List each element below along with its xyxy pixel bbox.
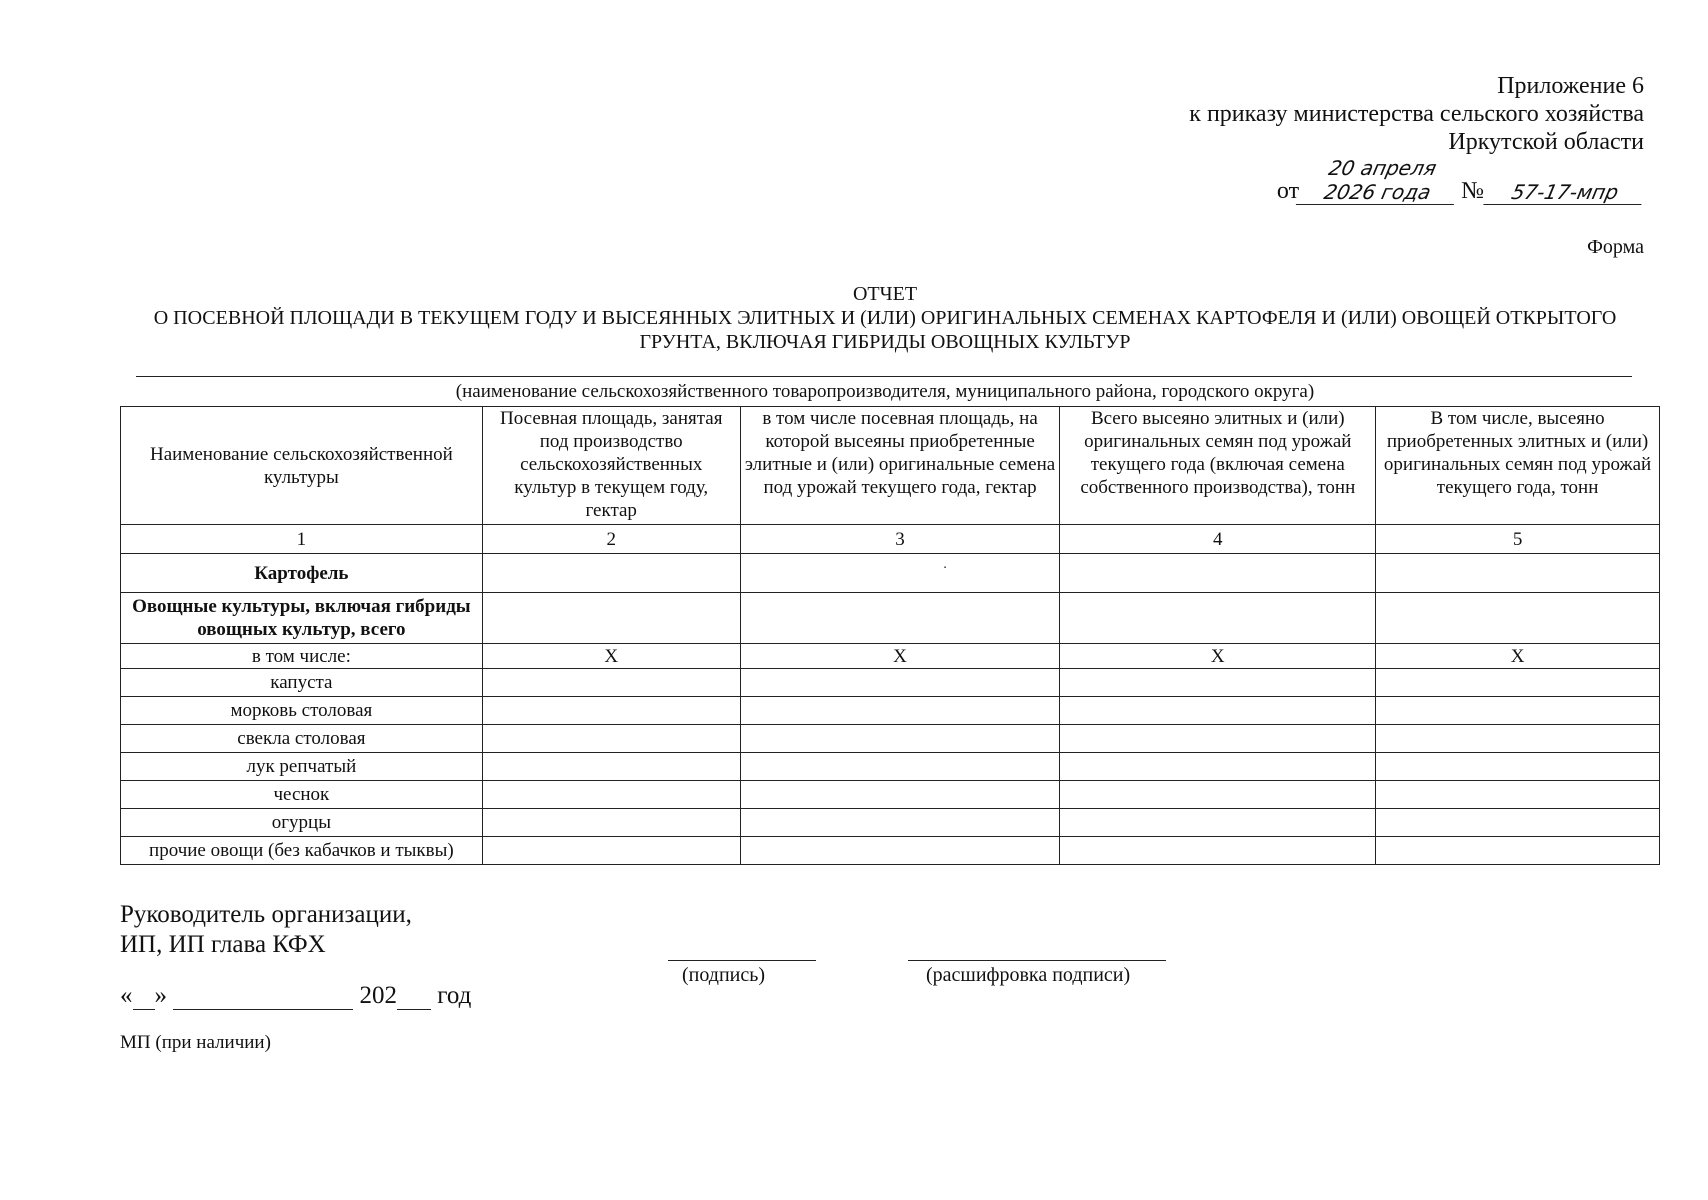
column-number: 3 xyxy=(740,525,1060,554)
row-label-potato: Картофель xyxy=(121,554,483,593)
title-line-2: О ПОСЕВНОЙ ПЛОЩАДИ В ТЕКУЩЕМ ГОДУ И ВЫСЕЯННЫХ ЭЛИТНЫХ И (ИЛИ) ОРИГИНАЛЬНЫХ СЕМЕНАХ КАРТОФЕЛЯ И (ИЛИ) ОВОЩЕЙ ОТКРЫТОГО xyxy=(153,307,1617,329)
table-cell[interactable] xyxy=(482,753,740,781)
column-number: 1 xyxy=(121,525,483,554)
table-cell[interactable] xyxy=(740,725,1060,753)
column-number: 2 xyxy=(482,525,740,554)
x-mark-cell: Х xyxy=(1376,644,1660,669)
signature-line[interactable] xyxy=(668,960,816,961)
row-label-item: лук репчатый xyxy=(121,753,483,781)
producer-name-line[interactable] xyxy=(136,376,1632,377)
table-cell[interactable] xyxy=(482,781,740,809)
table-cell[interactable] xyxy=(482,837,740,865)
table-cell[interactable] xyxy=(740,669,1060,697)
table-header-row xyxy=(121,407,1660,525)
x-mark-cell: Х xyxy=(482,644,740,669)
table-row xyxy=(121,669,1660,697)
year-prefix: 202 xyxy=(359,982,397,1009)
row-label-item: огурцы xyxy=(121,809,483,837)
table-cell[interactable] xyxy=(1376,593,1660,644)
order-date-number xyxy=(1189,156,1644,205)
table-cell[interactable] xyxy=(740,554,1060,593)
x-mark-cell: Х xyxy=(1060,644,1376,669)
table-cell[interactable] xyxy=(740,593,1060,644)
order-reference: к приказу министерства сельского хозяйства xyxy=(1189,101,1644,127)
header-total-seeds: Всего высеяно элитных и (или) оригинальных семян под урожай текущего года (включая семена собственного производства), тонн xyxy=(1060,407,1376,525)
table-row xyxy=(121,809,1660,837)
table-cell[interactable] xyxy=(482,697,740,725)
date-quote-open: « xyxy=(120,982,133,1009)
table-row xyxy=(121,753,1660,781)
signatory-label xyxy=(120,900,412,960)
table-cell[interactable] xyxy=(1060,593,1376,644)
year-blank[interactable] xyxy=(397,983,431,1010)
table-cell[interactable] xyxy=(1376,837,1660,865)
header-sown-area: Посевная площадь, занятая под производство сельскохозяйственных культур в текущем году, гектар xyxy=(482,407,740,525)
header-purchased-area: в том числе посевная площадь, на которой высеяны приобретенные элитные и (или) оригинальные семена под урожай текущего года, гектар xyxy=(740,407,1060,525)
table-cell[interactable] xyxy=(740,781,1060,809)
table-cell[interactable] xyxy=(1060,554,1376,593)
stray-dot: · xyxy=(942,560,948,576)
signatory-line-1: Руководитель организации, xyxy=(120,901,412,928)
row-label-item: морковь столовая xyxy=(121,697,483,725)
report-table xyxy=(120,406,1660,865)
column-number: 5 xyxy=(1376,525,1660,554)
table-cell[interactable] xyxy=(1060,669,1376,697)
row-label-vegetables: Овощные культуры, включая гибриды овощных культур, всего xyxy=(121,593,483,644)
table-cell[interactable] xyxy=(1376,725,1660,753)
header-purchased-seeds: В том числе, высеяно приобретенных элитных и (или) оригинальных семян под урожай текущего года, тонн xyxy=(1376,407,1660,525)
appendix-header xyxy=(1189,72,1644,205)
row-label-including: в том числе: xyxy=(121,644,483,669)
table-cell[interactable] xyxy=(482,725,740,753)
table-cell[interactable] xyxy=(1060,809,1376,837)
table-cell[interactable] xyxy=(1376,753,1660,781)
table-cell[interactable] xyxy=(482,554,740,593)
table-cell[interactable] xyxy=(740,753,1060,781)
table-cell[interactable] xyxy=(1060,837,1376,865)
table-cell[interactable] xyxy=(1060,725,1376,753)
column-number-row xyxy=(121,525,1660,554)
column-number: 4 xyxy=(1060,525,1376,554)
table-cell[interactable] xyxy=(1376,697,1660,725)
row-label-item: свекла столовая xyxy=(121,725,483,753)
signature-date xyxy=(120,982,471,1010)
region-name: Иркутской области xyxy=(1448,129,1644,155)
row-label-item: прочие овощи (без кабачков и тыквы) xyxy=(121,837,483,865)
stamp-label: МП (при наличии) xyxy=(120,1032,271,1053)
table-cell[interactable] xyxy=(740,837,1060,865)
table-cell[interactable] xyxy=(740,697,1060,725)
table-cell[interactable] xyxy=(740,809,1060,837)
from-label: от xyxy=(1276,178,1300,204)
form-label: Форма xyxy=(1587,236,1644,258)
handwritten-date: 20 апреля 2026 года xyxy=(1296,156,1464,205)
signatory-line-2: ИП, ИП глава КФХ xyxy=(120,931,326,958)
table-row xyxy=(121,725,1660,753)
number-label: № xyxy=(1461,178,1484,204)
date-quote-close: » xyxy=(154,982,167,1009)
row-label-item: чеснок xyxy=(121,781,483,809)
signature-decode-caption: (расшифровка подписи) xyxy=(926,964,1131,986)
table-row xyxy=(121,837,1660,865)
table-cell[interactable] xyxy=(482,809,740,837)
table-cell[interactable] xyxy=(482,669,740,697)
header-crop-name: Наименование сельскохозяйственной культуры xyxy=(121,407,483,525)
producer-name-caption: (наименование сельскохозяйственного товаропроизводителя, муниципального района, городского округа) xyxy=(455,381,1315,402)
table-row xyxy=(121,697,1660,725)
handwritten-number: 57-17-мпр xyxy=(1483,180,1646,205)
x-mark-cell: Х xyxy=(740,644,1060,669)
table-cell[interactable] xyxy=(1060,697,1376,725)
row-label-item: капуста xyxy=(121,669,483,697)
table-cell[interactable] xyxy=(1060,753,1376,781)
month-blank[interactable] xyxy=(173,983,353,1010)
table-cell[interactable] xyxy=(1060,781,1376,809)
table-row xyxy=(121,644,1660,669)
title-line-1: ОТЧЕТ xyxy=(852,283,918,305)
signature-caption: (подпись) xyxy=(682,964,766,986)
table-row xyxy=(121,593,1660,644)
year-suffix: год xyxy=(437,982,472,1009)
table-cell[interactable] xyxy=(1376,669,1660,697)
signature-decode-line[interactable] xyxy=(908,960,1166,961)
table-cell[interactable] xyxy=(1376,781,1660,809)
table-cell[interactable] xyxy=(1376,809,1660,837)
table-row xyxy=(121,554,1660,593)
table-row xyxy=(121,781,1660,809)
day-blank[interactable] xyxy=(133,983,155,1010)
table-cell[interactable] xyxy=(1376,554,1660,593)
appendix-number: Приложение 6 xyxy=(1497,73,1644,99)
report-title xyxy=(120,282,1650,354)
table-cell[interactable] xyxy=(482,593,740,644)
title-line-3: ГРУНТА, ВКЛЮЧАЯ ГИБРИДЫ ОВОЩНЫХ КУЛЬТУР xyxy=(639,331,1131,353)
